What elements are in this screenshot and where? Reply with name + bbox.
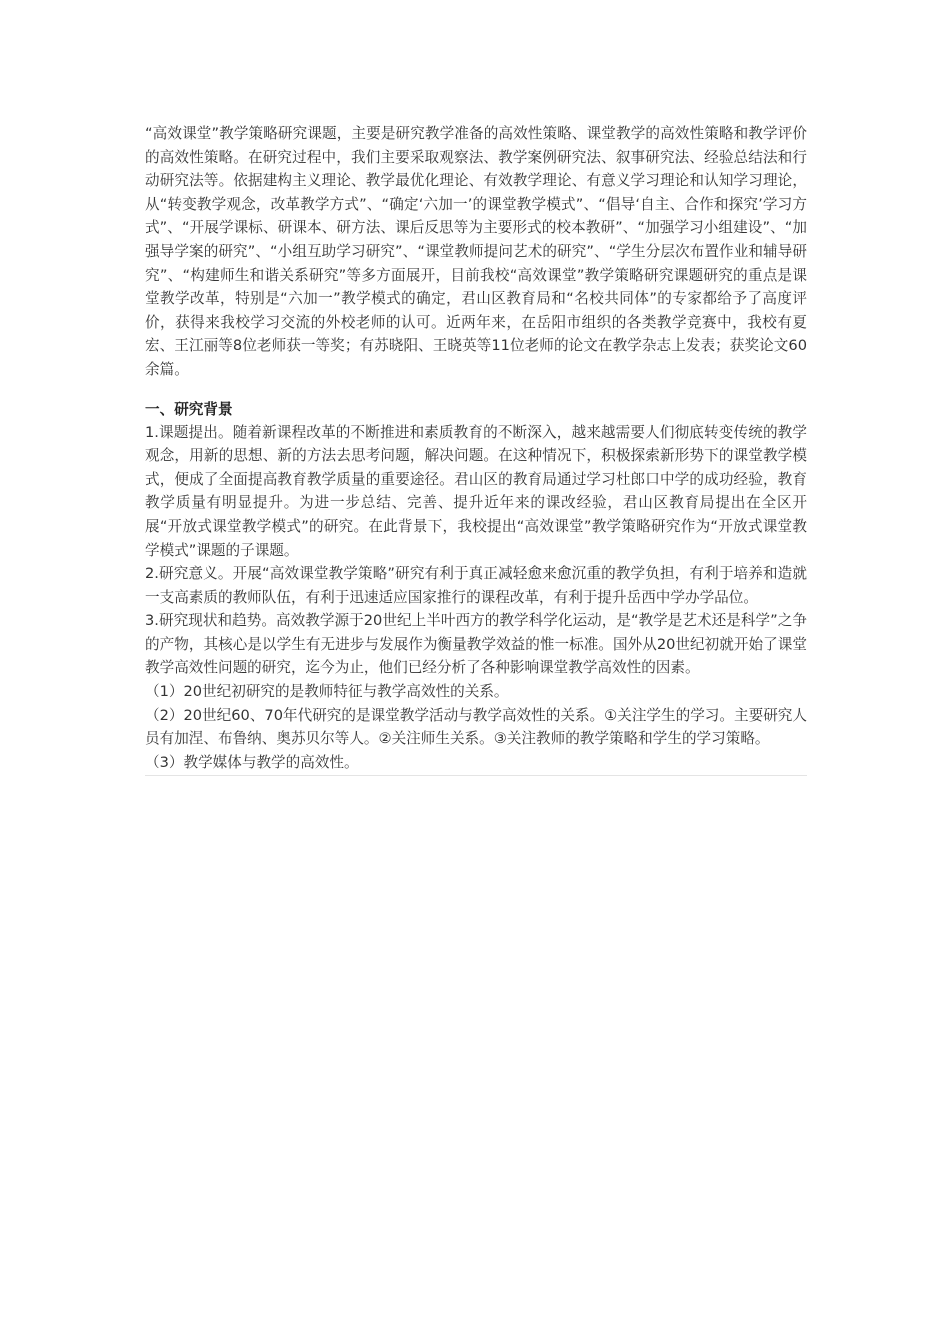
section-heading-research-background: 一、研究背景 <box>145 400 233 418</box>
item-subpoint-3: （3）教学媒体与教学的高效性。 <box>145 753 359 771</box>
item-subpoint-2: （2）20世纪60、70年代研究的是课堂教学活动与教学高效性的关系。①关注学生的学习。主要研究人员有加涅、布鲁纳、奥苏贝尔等人。②关注师生关系。③关注教师的教学策略和学生的学习策略。 <box>145 706 807 748</box>
document-body <box>145 122 807 776</box>
item-topic-proposal: 1.课题提出。随着新课程改革的不断推进和素质教育的不断深入，越来越需要人们彻底转变传统的教学观念，用新的思想、新的方法去思考问题，解决问题。在这种情况下，积极探索新形势下的课堂教学模式，便成了全面提高教育教学质量的重要途径。君山区的教育局通过学习杜郎口中学的成功经验，教育教学质量有明显提升。为进一步总结、完善、提升近年来的课改经验，君山区教育局提出在全区开展“开放式课堂教学模式”的研究。在此背景下，我校提出“高效课堂”教学策略研究作为“开放式课堂教学模式”课题的子课题。 <box>145 423 807 559</box>
item-research-status: 3.研究现状和趋势。高效教学源于20世纪上半叶西方的教学科学化运动，是“教学是艺术还是科学”之争的产物，其核心是以学生有无进步与发展作为衡量教学效益的惟一标准。国外从20世纪初就开始了课堂教学高效性问题的研究，迄今为止，他们已经分析了各种影响课堂教学高效性的因素。 <box>145 612 807 677</box>
item-subpoint-1: （1）20世纪初研究的是教师特征与教学高效性的关系。 <box>145 683 509 701</box>
item-research-significance: 2.研究意义。开展“高效课堂教学策略”研究有利于真正减轻愈来愈沉重的教学负担，有利于培养和造就一支高素质的教师队伍，有利于迅速适应国家推行的课程改革，有利于提升岳西中学办学品位。 <box>145 565 807 606</box>
bottom-divider <box>145 775 807 776</box>
intro-paragraph: “高效课堂”教学策略研究课题，主要是研究教学准备的高效性策略、课堂教学的高效性策略和教学评价的高效性策略。在研究过程中，我们主要采取观察法、教学案例研究法、叙事研究法、经验总结法和行动研究法等。依据建构主义理论、教学最优化理论、有效教学理论、有意义学习理论和认知学习理论，从“转变教学观念，改革教学方式”、“确定‘六加一’的课堂教学模式”、“倡导‘自主、合作和探究’学习方式”、“开展学课标、研课本、研方法、课后反思等为主要形式的校本教研”、“加强学习小组建设”、“加强导学案的研究”、“小组互助学习研究”、“课堂教师提问艺术的研究”、“学生分层次布置作业和辅导研究”、“构建师生和谐关系研究”等多方面展开，目前我校“高效课堂”教学策略研究课题研究的重点是课堂教学改革，特别是“六加一”教学模式的确定，君山区教育局和“名校共同体”的专家都给予了高度评价，获得来我校学习交流的外校老师的认可。近两年来，在岳阳市组织的各类教学竞赛中，我校有夏宏、王江丽等8位老师获一等奖；有苏晓阳、王晓英等11位老师的论文在教学杂志上发表；获奖论文60余篇。 <box>145 125 807 378</box>
